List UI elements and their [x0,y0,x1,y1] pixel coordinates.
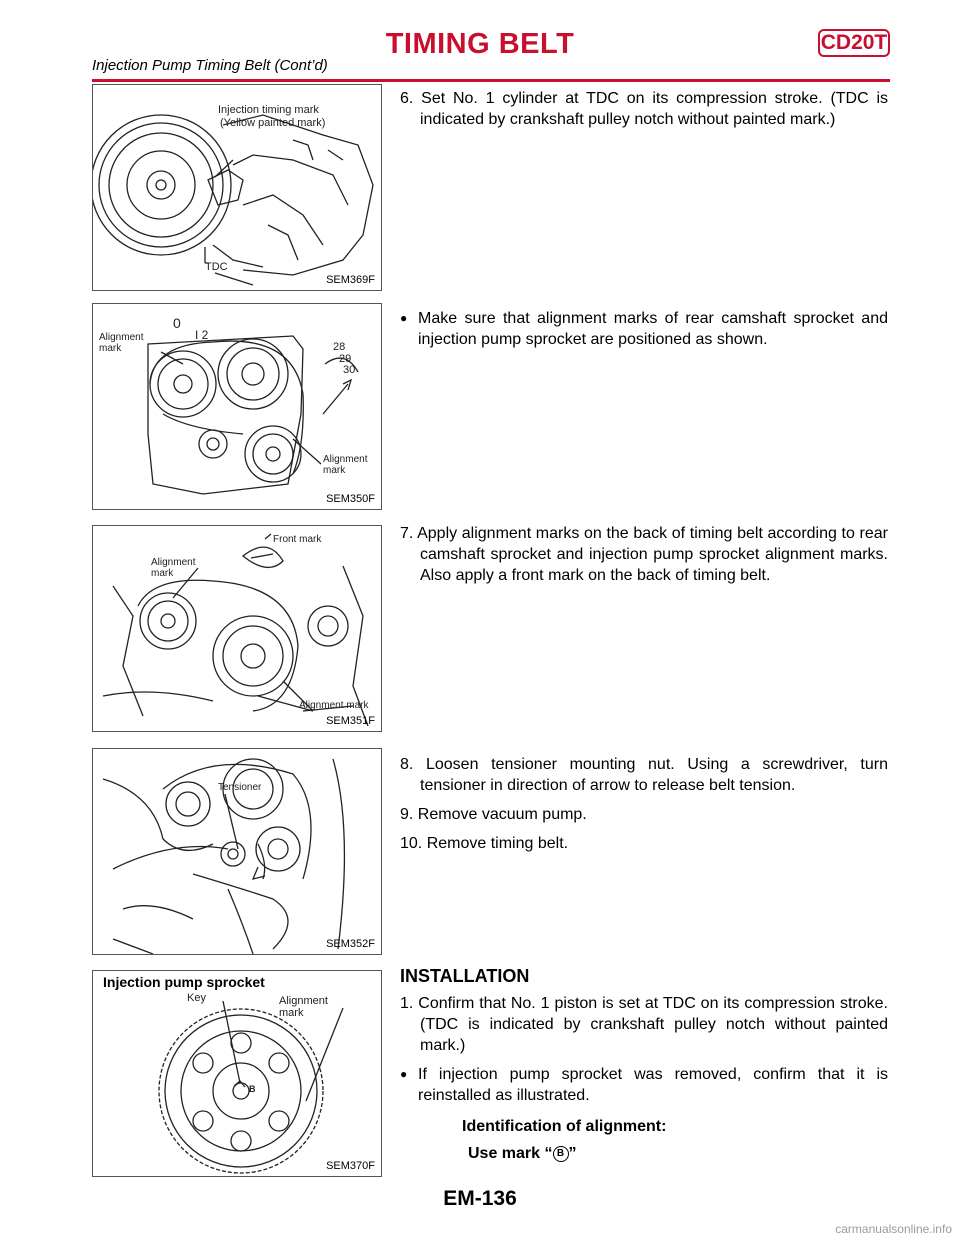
use-mark-prefix: Use mark “ [468,1145,553,1162]
label-alignment-mark-bottom: Alignment mark [299,700,369,711]
step-10 [400,833,888,854]
label-injection-pump-sprocket: Injection pump sprocket [103,974,265,990]
step-text: Remove timing belt. [426,835,569,852]
label-alignment-right-1: Alignment [323,454,368,465]
label-alignment-left-2: mark [99,343,122,354]
figure-sem352f [92,748,382,955]
figure-sem350f [92,303,382,510]
label-30: 30 [343,364,356,376]
use-mark-suffix: ” [568,1145,577,1162]
label-yellow-painted-mark: (Yellow painted mark) [220,117,326,129]
page-title: TIMING BELT [385,28,575,60]
installation-heading: INSTALLATION [400,966,530,986]
bullet-alignment-block [400,308,888,358]
figure-code: SEM352F [326,938,375,950]
step-number: 7. [400,525,414,542]
label-zero-mark: 0 [173,315,181,331]
figure-code: SEM369F [326,274,375,286]
step-number: 6. [400,90,414,107]
bullet-text: If injection pump sprocket was removed, confirm that it is reinstalled as illustrated. [418,1066,888,1104]
step-text: Set No. 1 cylinder at TDC on its compression stroke. (TDC is indicated by crankshaft pulley notch without painted mark.) [420,90,888,128]
label-front-mark: Front mark [273,534,322,545]
identification-heading: Identification of alignment: [462,1118,667,1135]
label-alignment-left-1: Alignment [99,332,144,343]
circled-b-icon: B [553,1146,569,1162]
figure-sem351f [92,525,382,732]
page-number: EM-136 [443,1187,517,1210]
label-key: Key [187,992,206,1004]
bullet-text: Make sure that alignment marks of rear camshaft sprocket and injection pump sprocket are positioned as shown. [418,310,888,348]
label-alignment-2: mark [279,1007,304,1019]
bullet-item [400,308,888,358]
bullet-icon: ● [400,1067,408,1081]
figure-code: SEM351F [326,715,375,727]
figure-code: SEM350F [326,493,375,505]
label-tdc: TDC [205,261,228,273]
install-step-1 [400,993,888,1056]
step-8 [400,754,888,796]
step-number: 9. [400,806,414,823]
step-6-block [400,88,888,138]
step-number: 1. [400,995,414,1012]
step-6 [400,88,888,130]
label-alignment-1: Alignment [151,557,196,568]
label-tensioner: Tensioner [218,782,262,793]
watermark: carmanualsonline.info [835,1222,952,1236]
label-29: 29 [339,353,352,365]
install-bullet [400,1064,888,1114]
step-7-block [400,523,888,594]
label-alignment-2: mark [151,568,174,579]
step-number: 10. [400,835,423,852]
label-i2-mark: I 2 [195,328,209,342]
label-alignment-1: Alignment [279,995,328,1007]
step-text: Remove vacuum pump. [417,806,587,823]
steps-8-10-block [400,754,888,862]
label-injection-timing-mark: Injection timing mark [218,104,319,116]
engine-badge: CD20T [818,29,890,57]
step-text: Apply alignment marks on the back of timing belt according to rear camshaft sprocket and injection pump sprocket alignment marks. Also apply a front mark on the back of timing belt. [417,525,888,584]
step-9 [400,804,888,825]
step-number: 8. [400,756,414,773]
injection-pump-sprocket-illustration [93,971,382,1177]
figure-sem369f [92,84,382,291]
header-rule [92,79,890,82]
figure-code: SEM370F [326,1160,375,1172]
label-28: 28 [333,341,346,353]
step-text: Loosen tensioner mounting nut. Using a screwdriver, turn tensioner in direction of arrow to release belt tension. [420,756,888,794]
step-7 [400,523,888,586]
label-b-mark: B [249,1084,256,1094]
figure-sem370f [92,970,382,1177]
tensioner-illustration [93,749,382,955]
label-alignment-right-2: mark [323,465,346,476]
use-mark-line [400,1143,888,1164]
section-subtitle: Injection Pump Timing Belt (Cont’d) [92,57,328,74]
step-text: Confirm that No. 1 piston is set at TDC on its compression stroke. (TDC is indicated by crankshaft pulley notch without painted mark.) [418,995,888,1054]
bullet-icon: ● [400,311,408,325]
installation-block [400,966,888,1170]
